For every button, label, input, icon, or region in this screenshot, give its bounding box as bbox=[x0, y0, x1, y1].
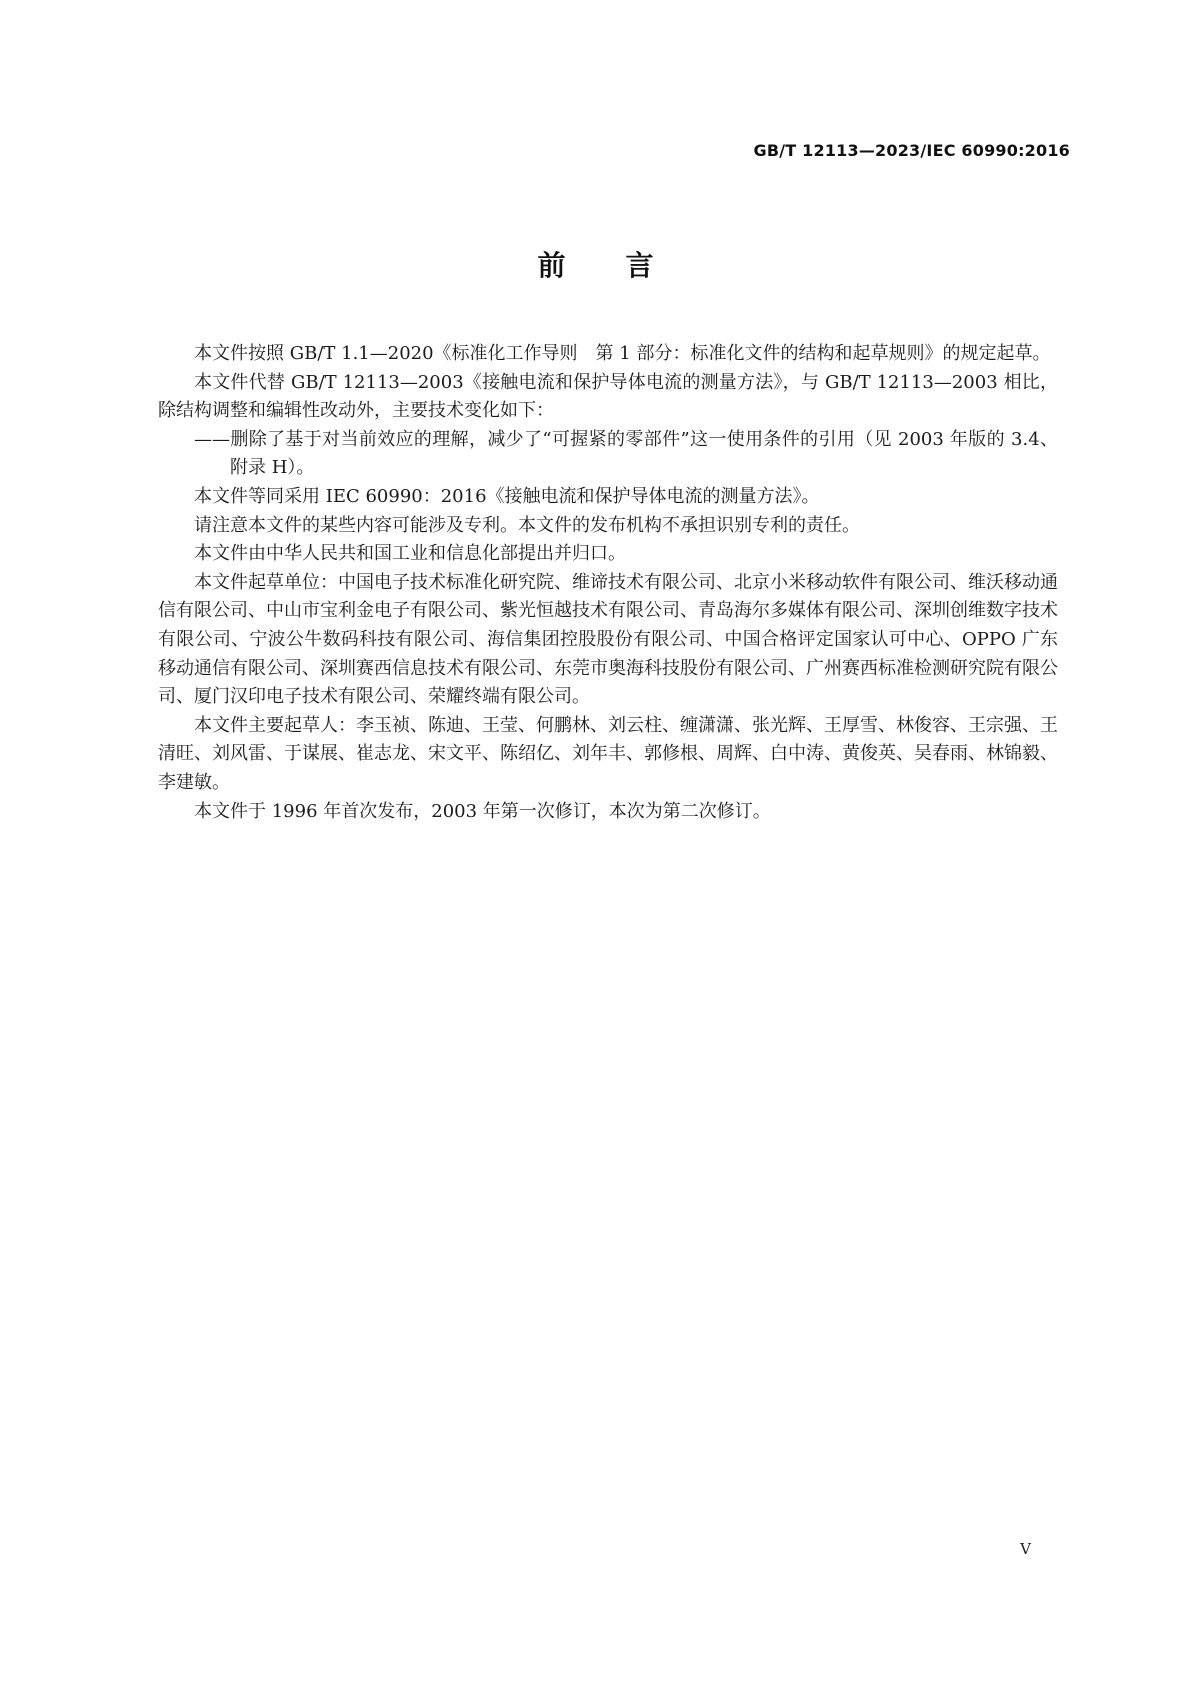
paragraph-adoption: 本文件等同采用 IEC 60990：2016《接触电流和保护导体电流的测量方法》。 bbox=[194, 485, 820, 507]
change-item: ——删除了基于对当前效应的理解，减少了“可握紧的零部件”这一使用条件的引用（见 2003 年版的 3.4、附录 H）。 bbox=[194, 428, 1058, 479]
paragraph-drafters: 本文件主要起草人：李玉祯、陈迪、王莹、何鹏林、刘云柱、缠潇潇、张光辉、王厚雪、林俊容、王宗强、王清旺、刘风雷、于谋展、崔志龙、宋文平、陈绍亿、刘年丰、郭修根、周辉、白中涛、黄俊英、吴春雨、林锦毅、李建敏。 bbox=[158, 714, 1058, 793]
paragraph-drafting-rules: 本文件按照 GB/T 1.1—2020《标准化工作导则 第 1 部分：标准化文件的结构和起草规则》的规定起草。 bbox=[194, 343, 1051, 364]
paragraph-proposer: 本文件由中华人民共和国工业和信息化部提出并归口。 bbox=[194, 543, 626, 565]
paragraph-patent-notice: 请注意本文件的某些内容可能涉及专利。本文件的发布机构不承担识别专利的责任。 bbox=[194, 514, 860, 536]
paragraph-drafting-units: 本文件起草单位：中国电子技术标准化研究院、维谛技术有限公司、北京小米移动软件有限公司、维沃移动通信有限公司、中山市宝利金电子有限公司、紫光恒越技术有限公司、青岛海尔多媒体有限公司、深圳创维数字技术有限公司、宁波公牛数码科技有限公司、海信集团控股股份有限公司、中国合格评定国家认可中心、OPPO 广东移动通信有限公司、深圳赛西信息技术有限公司、东莞市奥海科技股份有限公司、广州赛西标准检测研究院有限公司、厦门汉印电子技术有限公司、荣耀终端有限公司。 bbox=[158, 571, 1058, 708]
standard-code: GB/T 12113—2023/IEC 60990:2016 bbox=[753, 141, 1070, 160]
paragraph-history: 本文件于 1996 年首次发布，2003 年第一次修订，本次为第二次修订。 bbox=[194, 800, 771, 822]
preface-body bbox=[158, 340, 1058, 826]
page-number: V bbox=[1020, 1540, 1031, 1558]
page-title: 前言 bbox=[537, 249, 714, 282]
paragraph-replacement: 本文件代替 GB/T 12113—2003《接触电流和保护导体电流的测量方法》，与 GB/T 12113—2003 相比，除结构调整和编辑性改动外，主要技术变化如下： bbox=[158, 371, 1058, 422]
